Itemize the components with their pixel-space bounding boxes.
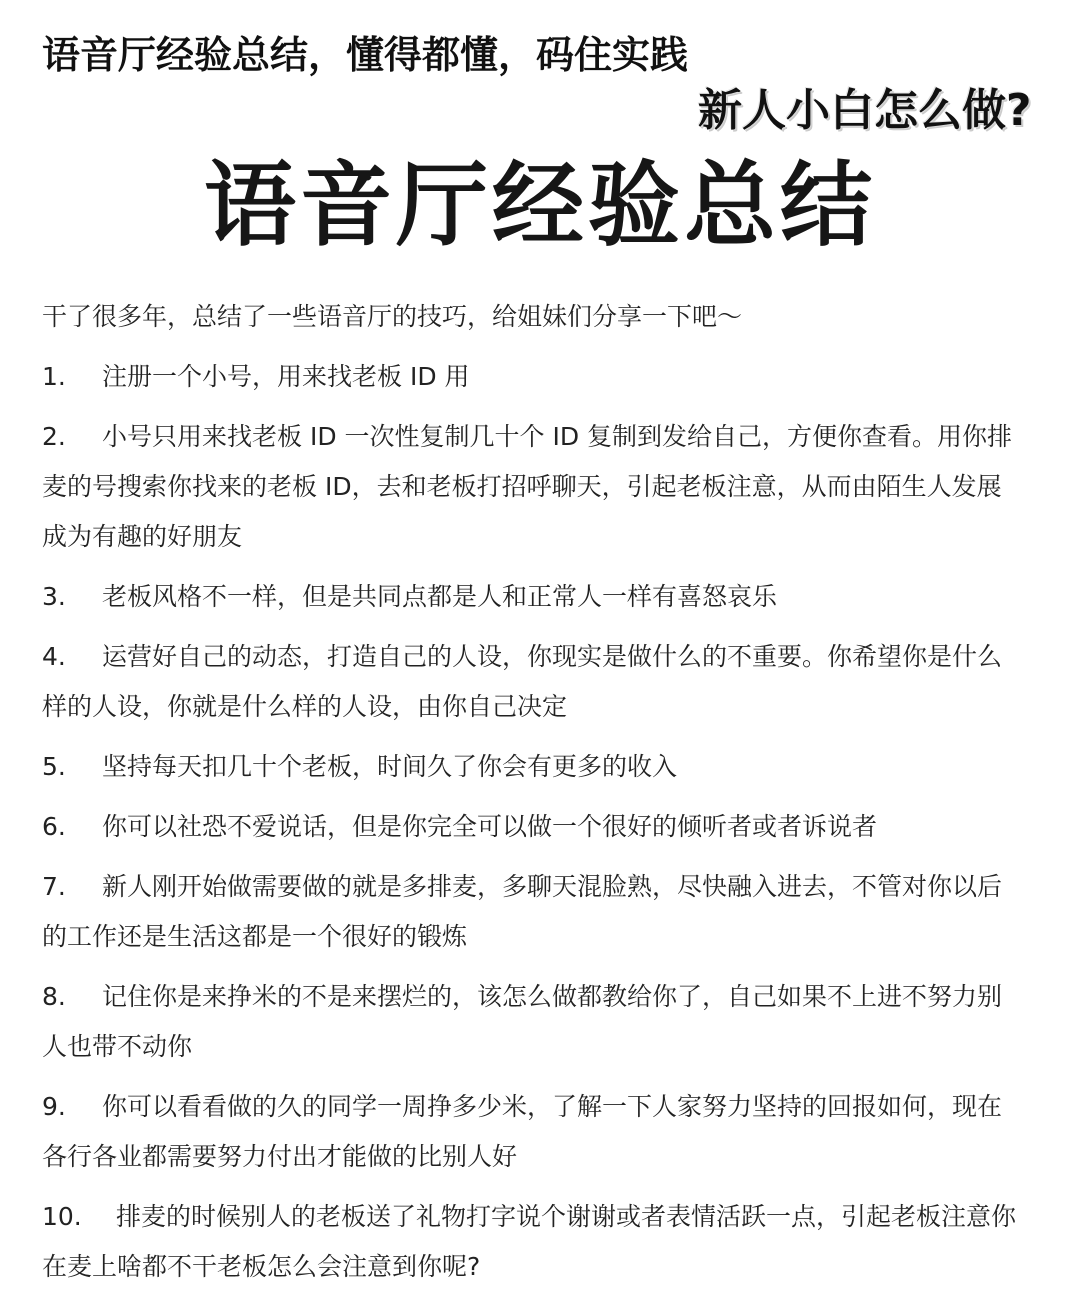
item-number: 1. xyxy=(42,362,66,391)
item-number: 3. xyxy=(42,582,66,611)
list-item xyxy=(42,352,1022,402)
item-number: 4. xyxy=(42,642,66,671)
list-item xyxy=(42,1192,1022,1292)
list-item xyxy=(42,802,1022,852)
item-text: 记住你是来挣米的不是来摆烂的，该怎么做都教给你了，自己如果不上进不努力别人也带不动你 xyxy=(42,982,1003,1061)
item-text: 注册一个小号，用来找老板 ID 用 xyxy=(102,362,470,391)
intro-paragraph: 干了很多年，总结了一些语音厅的技巧，给姐妹们分享一下吧～ xyxy=(42,302,743,331)
item-number: 7. xyxy=(42,872,66,901)
item-number: 8. xyxy=(42,982,66,1011)
item-number: 2. xyxy=(42,422,66,451)
article-body xyxy=(42,292,1022,1302)
item-text: 你可以社恐不爱说话，但是你完全可以做一个很好的倾听者或者诉说者 xyxy=(102,812,878,841)
list-item xyxy=(42,742,1022,792)
list-item xyxy=(42,572,1022,622)
main-title: 语音厅经验总结 xyxy=(203,152,876,259)
item-text: 小号只用来找老板 ID 一次性复制几十个 ID 复制到发给自己，方便你查看。用你排麦的号搜索你找来的老板 ID，去和老板打招呼聊天，引起老板注意，从而由陌生人发展成为有趣的好朋友 xyxy=(42,422,1013,551)
header-title: 语音厅经验总结，懂得都懂，码住实践 xyxy=(42,33,689,77)
item-text: 你可以看看做的久的同学一周挣多少米，了解一下人家努力坚持的回报如何，现在各行各业都需要努力付出才能做的比别人好 xyxy=(42,1092,1003,1171)
item-number: 9. xyxy=(42,1092,66,1121)
item-text: 运营好自己的动态，打造自己的人设，你现实是做什么的不重要。你希望你是什么样的人设，你就是什么样的人设，由你自己决定 xyxy=(42,642,1003,721)
item-number: 10. xyxy=(42,1202,82,1231)
subtitle-badge: 新人小白怎么做? xyxy=(698,85,1032,136)
item-text: 排麦的时候别人的老板送了礼物打字说个谢谢或者表情活跃一点，引起老板注意你在麦上啥都不干老板怎么会注意到你呢? xyxy=(42,1202,1017,1281)
list-item xyxy=(42,1082,1022,1182)
item-text: 老板风格不一样，但是共同点都是人和正常人一样有喜怒哀乐 xyxy=(102,582,778,611)
list-item xyxy=(42,632,1022,732)
item-text: 坚持每天扣几十个老板，时间久了你会有更多的收入 xyxy=(102,752,678,781)
list-item xyxy=(42,412,1022,562)
list-item xyxy=(42,972,1022,1072)
item-number: 5. xyxy=(42,752,66,781)
item-number: 6. xyxy=(42,812,66,841)
item-text: 新人刚开始做需要做的就是多排麦，多聊天混脸熟，尽快融入进去，不管对你以后的工作还是生活这都是一个很好的锻炼 xyxy=(42,872,1003,951)
list-item xyxy=(42,862,1022,962)
